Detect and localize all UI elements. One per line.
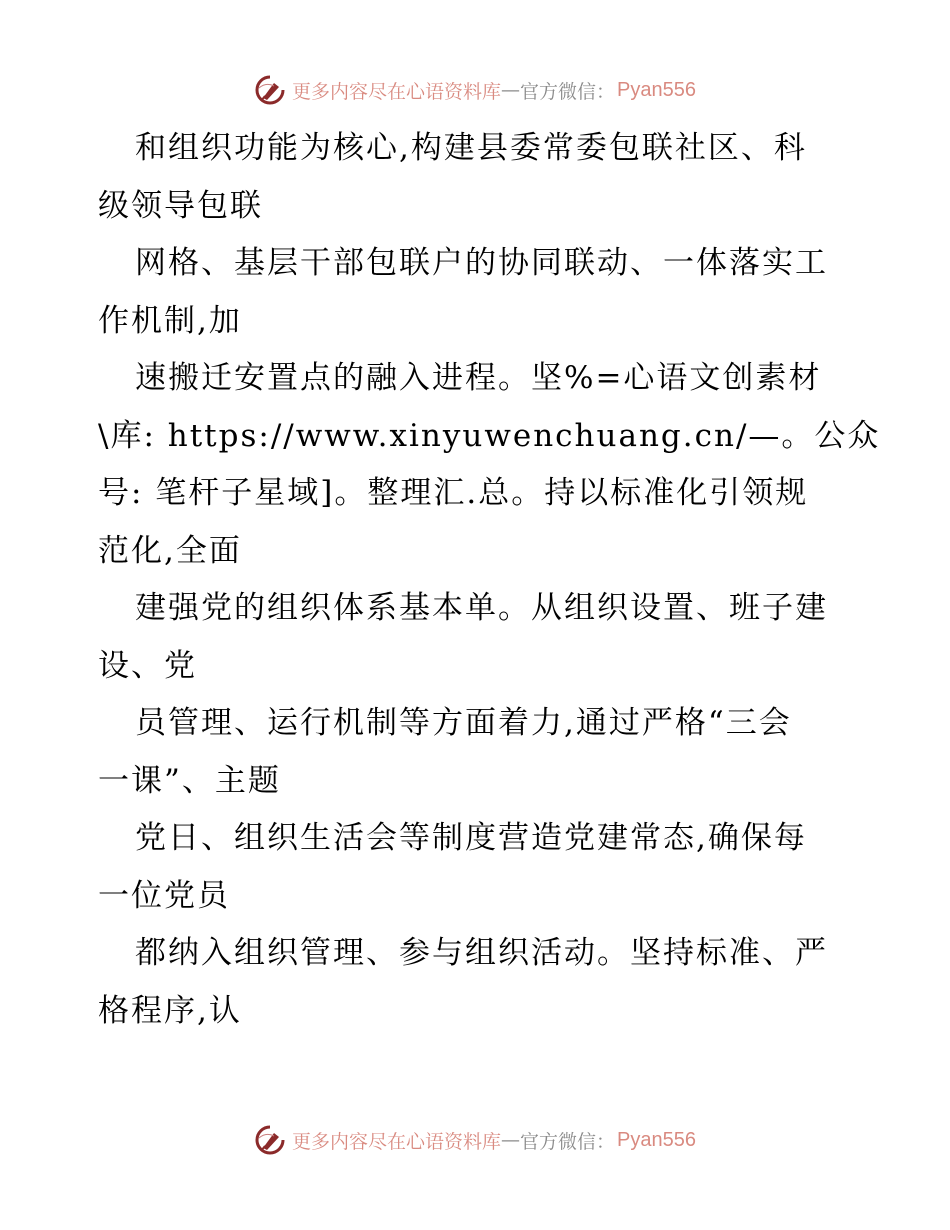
text-line: 党日、组织生活会等制度营造党建常态,确保每 bbox=[135, 820, 807, 856]
text-line: 作机制,加 bbox=[98, 302, 242, 339]
text-line: 员管理、运行机制等方面着力,通过严格“三会 bbox=[135, 705, 792, 741]
text-line: 级领导包联 bbox=[98, 187, 263, 224]
text-line: 范化,全面 bbox=[98, 532, 242, 569]
text-line: 速搬迁安置点的融入进程。坚%=心语文创素材 bbox=[135, 360, 822, 396]
text-line: 网格、基层干部包联户的协同联动、一体落实工 bbox=[135, 245, 828, 281]
document-body bbox=[98, 120, 881, 1040]
text-line: 和组织功能为核心,构建县委常委包联社区、科 bbox=[135, 130, 807, 166]
watermark-wechat-id: Pyan556 bbox=[617, 1128, 696, 1151]
watermark-dash: — bbox=[501, 79, 521, 101]
watermark-wechat-label: 官方微信： bbox=[520, 80, 616, 103]
watermark-wechat-id: Pyan556 bbox=[617, 78, 696, 101]
watermark-dash: — bbox=[501, 1129, 521, 1151]
watermark-wechat-label: 官方微信： bbox=[520, 1130, 616, 1153]
text-line: 都纳入组织管理、参与组织活动。坚持标准、严 bbox=[135, 935, 828, 971]
pen-nib-circle-icon bbox=[254, 1124, 286, 1156]
text-line: 一位党员 bbox=[98, 877, 230, 914]
text-line: 格程序,认 bbox=[98, 992, 242, 1029]
text-line: 号: 笔杆子星域]。整理汇.总。持以标准化引领规 bbox=[98, 475, 809, 511]
pen-nib-circle-icon bbox=[254, 74, 286, 106]
footer-watermark bbox=[0, 1122, 950, 1158]
header-watermark bbox=[0, 72, 950, 108]
watermark-library-text: 更多内容尽在心语资料库 bbox=[292, 1130, 502, 1153]
text-line: \库: https://www.xinyuwenchuang.cn/—。公众 bbox=[98, 417, 881, 454]
text-line: 建强党的组织体系基本单。从组织设置、班子建 bbox=[135, 590, 828, 626]
text-line: 一课”、主题 bbox=[98, 762, 281, 799]
text-line: 设、党 bbox=[98, 647, 197, 684]
watermark-library-text: 更多内容尽在心语资料库 bbox=[292, 80, 502, 103]
